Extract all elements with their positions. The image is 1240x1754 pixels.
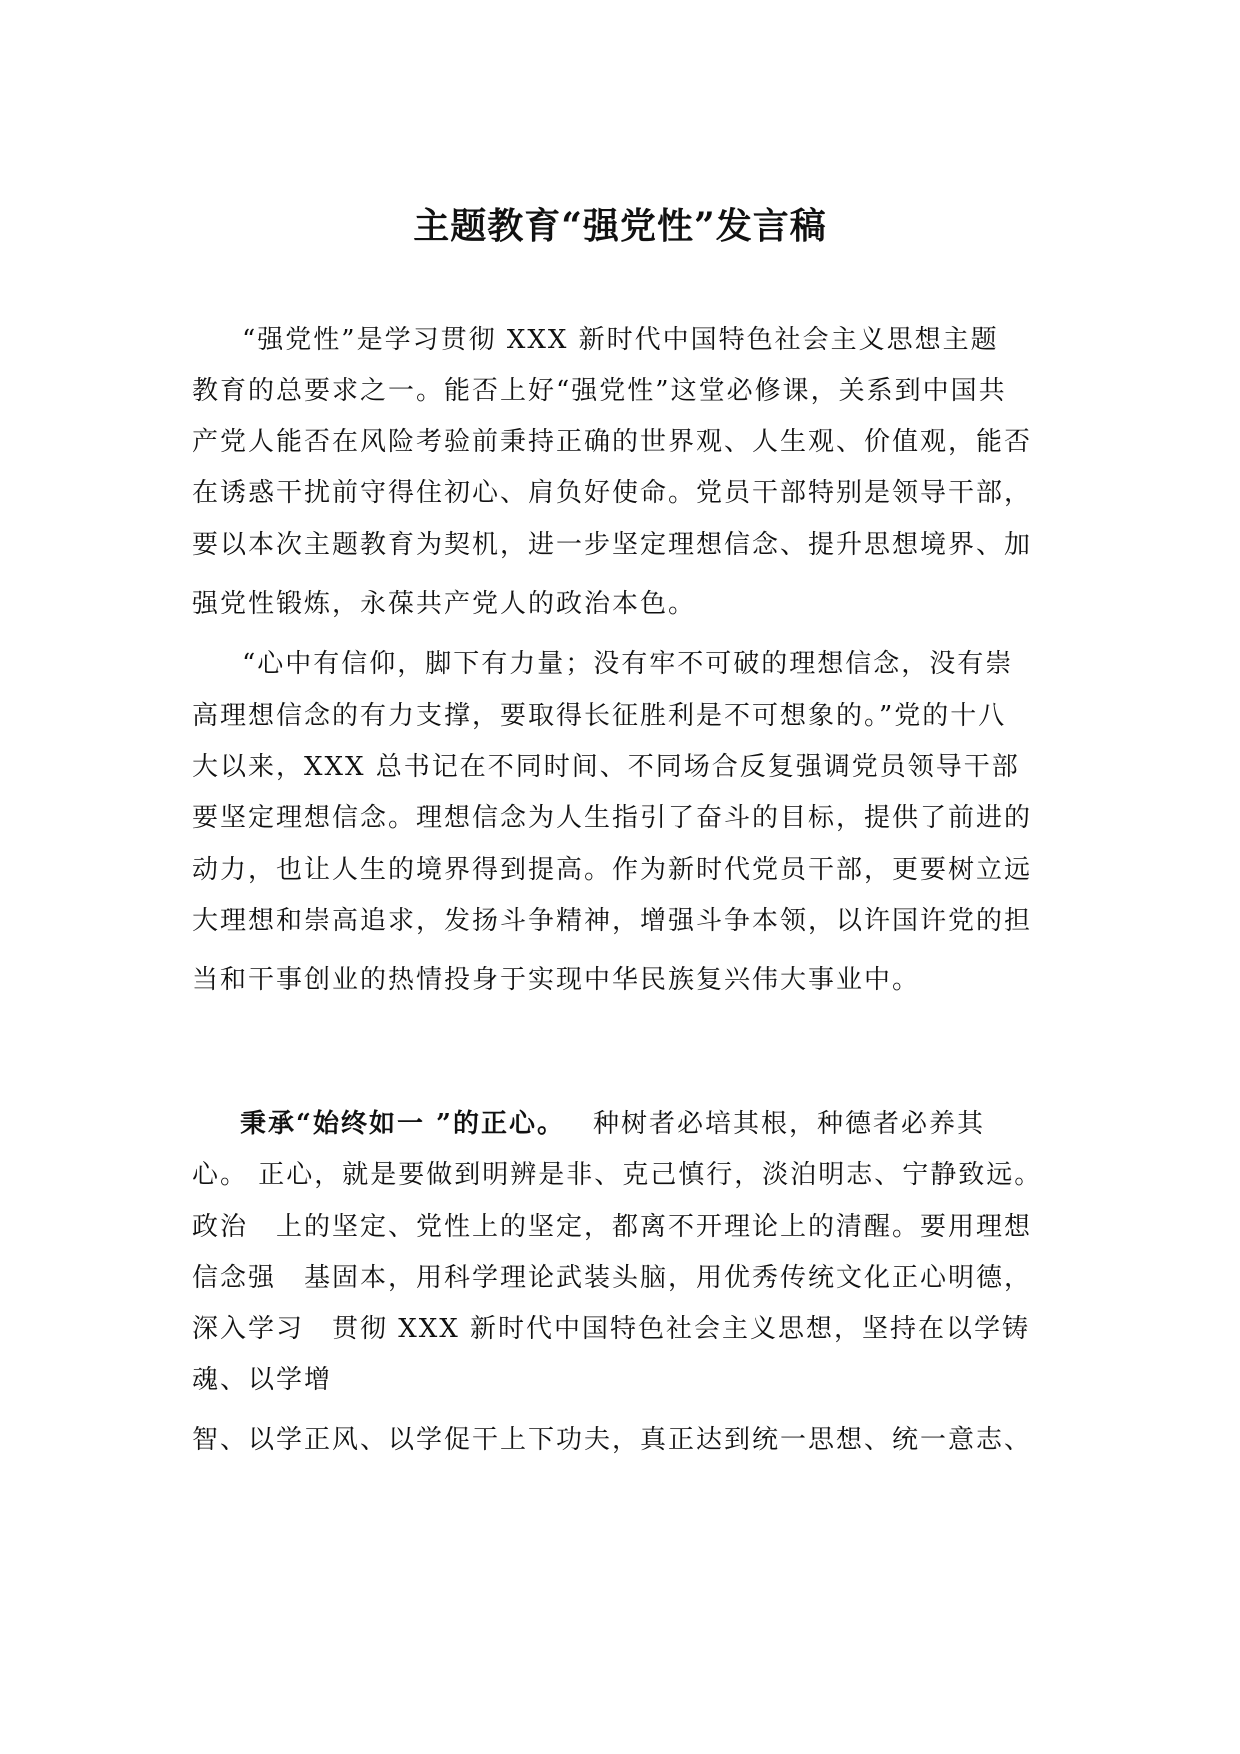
paragraph-1-line-1: “强党性”是学习贯彻 XXX 新时代中国特色社会主义思想主题 [242,325,999,355]
paragraph-3-line-2: 心。 正心，就是要做到明辨是非、克己慎行，淡泊明志、宁静致远。 [192,1160,1043,1190]
paragraph-2-line-2: 高理想信念的有力支撑，要取得长征胜利是不可想象的。”党的十八 [192,701,1007,731]
paragraph-1-line-6: 强党性锻炼，永葆共产党人的政治本色。 [192,589,697,619]
paragraph-2-line-3: 大以来，XXX 总书记在不同时间、不同场合反复强调党员领导干部 [192,752,1020,782]
paragraph-1-line-4: 在诱惑干扰前守得住初心、肩负好使命。党员干部特别是领导干部， [192,478,1033,508]
paragraph-2-line-7: 当和干事创业的热情投身于实现中华民族复兴伟大事业中。 [192,965,921,995]
paragraph-3-line-5: 深入学习 贯彻 XXX 新时代中国特色社会主义思想，坚持在以学铸 [192,1314,1031,1344]
paragraph-3-heading: 秉承“始终如一 ”的正心。 [240,1109,565,1139]
paragraph-2-line-5: 动力，也让人生的境界得到提高。作为新时代党员干部，更要树立远 [192,855,1033,885]
paragraph-2-line-6: 大理想和崇高追求，发扬斗争精神，增强斗争本领，以许国许党的担 [192,906,1033,936]
paragraph-1-line-5: 要以本次主题教育为契机，进一步坚定理想信念、提升思想境界、加 [192,530,1033,560]
paragraph-2-line-1: “心中有信仰，脚下有力量；没有牢不可破的理想信念，没有崇 [242,649,1014,679]
paragraph-3-line-3: 政治 上的坚定、党性上的坚定，都离不开理论上的清醒。要用理想 [192,1212,1033,1242]
paragraph-3-line-1 [240,1102,1062,1146]
paragraph-3-line-4: 信念强 基固本，用科学理论武装头脑，用优秀传统文化正心明德， [192,1263,1033,1293]
document-title: 主题教育“强党性”发言稿 [413,205,827,247]
paragraph-1-line-3: 产党人能否在风险考验前秉持正确的世界观、人生观、价值观，能否 [192,427,1033,457]
paragraph-3-line-7: 智、以学正风、以学促干上下功夫，真正达到统一思想、统一意志、 [192,1425,1033,1455]
paragraph-2-line-4: 要坚定理想信念。理想信念为人生指引了奋斗的目标，提供了前进的 [192,803,1033,833]
paragraph-3-line-6: 魂、以学增 [192,1365,333,1395]
paragraph-3-first-line-rest: 种树者必培其根，种德者必养其 [592,1109,985,1139]
paragraph-1-line-2: 教育的总要求之一。能否上好“强党性”这堂必修课，关系到中国共 [192,376,1007,406]
